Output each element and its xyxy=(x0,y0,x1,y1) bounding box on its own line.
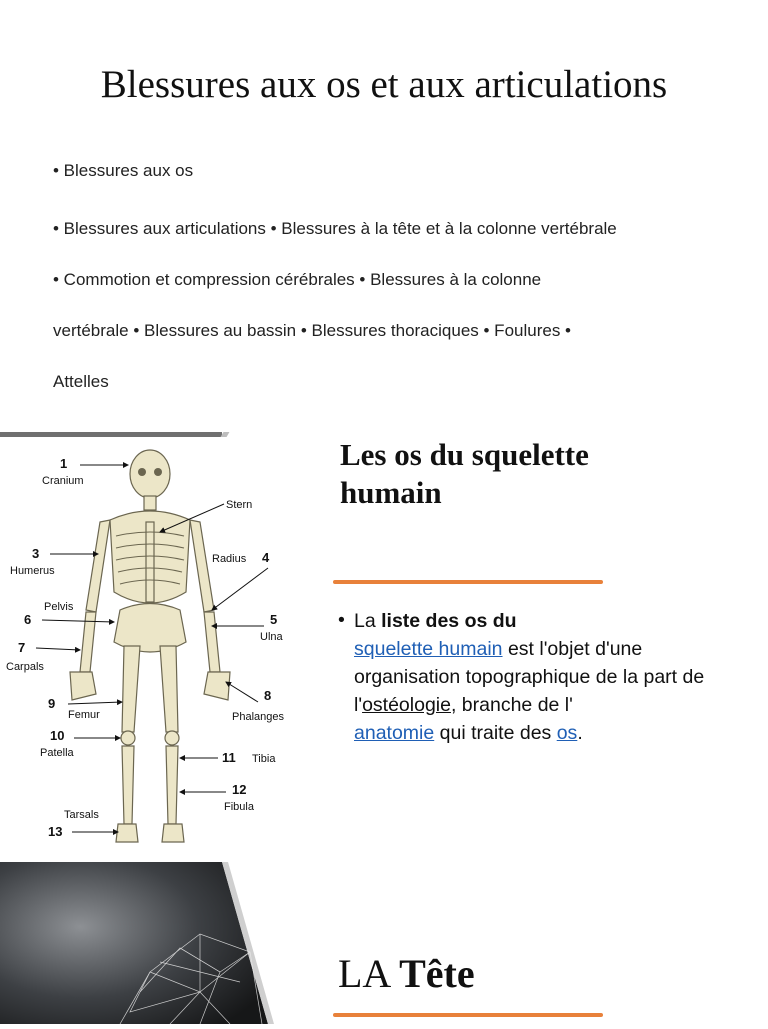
skeleton-description xyxy=(338,607,718,747)
label-pelvis: Pelvis xyxy=(44,601,74,613)
bullet-line: vertébrale • Blessures au bassin • Blessures thoraciques • Foulures • xyxy=(53,321,571,340)
label-fibula: Fibula xyxy=(224,801,254,813)
arrow xyxy=(42,620,114,622)
text-run: , branche de l' xyxy=(450,694,573,716)
label-phalanges: Phalanges xyxy=(232,711,284,723)
accent-underline xyxy=(333,580,603,584)
bullet: • xyxy=(338,609,345,631)
label-num-11: 11 xyxy=(222,750,236,765)
text-run: est l'objet d'une organisation topographique de la part de l' xyxy=(354,638,705,716)
bold-run: liste des os du xyxy=(381,610,517,632)
arrow xyxy=(212,568,268,610)
label-carpals: Carpals xyxy=(6,661,44,673)
label-num-7: 7 xyxy=(18,640,26,655)
label-ulna: Ulna xyxy=(260,631,283,643)
title-bold-part: Tête xyxy=(399,951,475,996)
label-num-9: 9 xyxy=(48,696,56,711)
label-stern: Stern xyxy=(226,499,253,511)
arrow xyxy=(68,702,122,704)
head-slide-title xyxy=(338,950,475,997)
title-part: LA xyxy=(338,951,400,996)
bullet-line: • Blessures aux articulations • Blessures à la tête et à la colonne vertébrale xyxy=(53,219,617,238)
label-num-10: 10 xyxy=(50,728,65,743)
accent-underline xyxy=(333,1013,603,1017)
label-num-13: 13 xyxy=(48,824,63,839)
label-num-12: 12 xyxy=(232,782,247,797)
link-os[interactable]: os xyxy=(556,722,578,744)
underlined-osteologie: ostéologie xyxy=(362,694,451,716)
label-num-3: 3 xyxy=(32,546,40,561)
slide-title: Blessures aux os et aux articulations xyxy=(100,63,668,106)
text-run: La xyxy=(354,610,382,632)
label-num-1: 1 xyxy=(60,456,68,471)
description-text xyxy=(354,607,718,747)
label-num-8: 8 xyxy=(264,688,272,703)
label-cranium: Cranium xyxy=(42,475,84,487)
label-patella: Patella xyxy=(40,747,74,759)
label-num-4: 4 xyxy=(262,550,270,565)
eye-socket xyxy=(154,468,162,476)
skull-wireframe-image xyxy=(0,862,768,1024)
arrow xyxy=(36,648,80,650)
bullet-line: • Blessures aux os xyxy=(53,161,194,180)
eye-socket xyxy=(138,468,146,476)
text-run: qui traite des xyxy=(434,722,557,744)
text-run: . xyxy=(577,722,583,744)
bullet-line: • Commotion et compression cérébrales • Blessures à la colonne xyxy=(53,270,542,289)
label-radius: Radius xyxy=(212,553,247,565)
label-femur: Femur xyxy=(68,709,100,721)
label-humerus: Humerus xyxy=(10,565,55,577)
skeleton-bones xyxy=(70,450,230,842)
label-num-6: 6 xyxy=(24,612,32,627)
label-tarsals: Tarsals xyxy=(64,809,99,821)
label-num-5: 5 xyxy=(270,612,278,627)
head-slide xyxy=(0,862,768,1024)
skeleton-illustration xyxy=(0,432,300,862)
skeleton-slide-title: Les os du squelette humain xyxy=(340,437,589,510)
label-tibia: Tibia xyxy=(252,753,276,765)
link-anatomie[interactable]: anatomie xyxy=(354,722,435,744)
link-squelette-humain[interactable]: squelette humain xyxy=(354,638,503,660)
arrow xyxy=(226,682,258,702)
bullet-line: Attelles xyxy=(53,372,109,391)
